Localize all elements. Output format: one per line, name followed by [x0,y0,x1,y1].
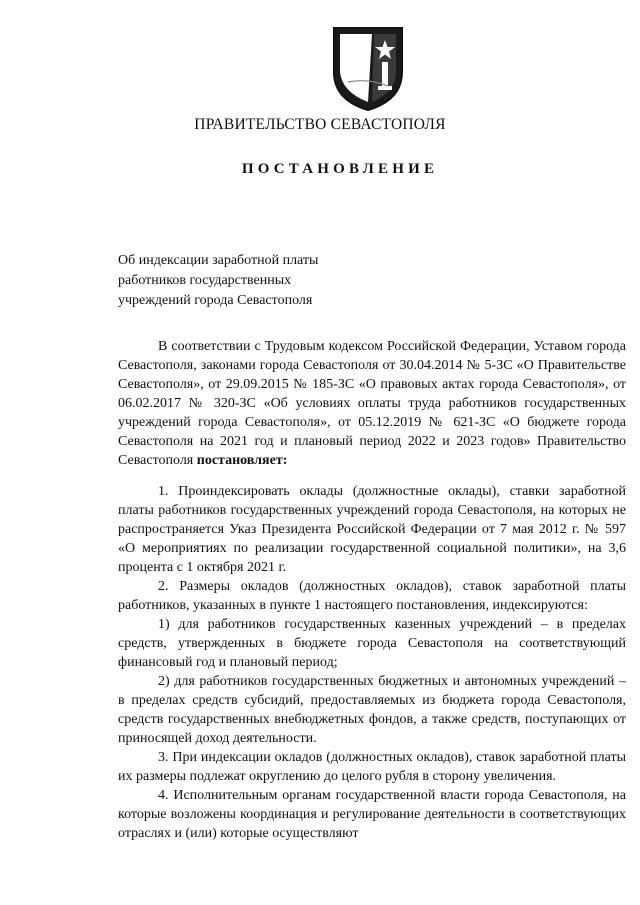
sevastopol-coat-of-arms-icon [328,22,408,112]
paragraph-4: 4. Исполнительным органам государственной власти города Севастополя, на которые возложены координация и регулирование деятельности в соответствующих отраслях и (или) которые осуществляют [118,788,626,841]
document-type-heading: ПОСТАНОВЛЕНИЕ [241,161,439,177]
preamble-paragraph [118,337,626,470]
paragraph-2-subitem-1: 1) для работников государственных казенных учреждений – в пределах средств, утвержденных в бюджете города Севастополя на соответствующий финансовый год и плановый период; [118,617,626,670]
paragraph-1: 1. Проиндексировать оклады (должностные оклады), ставки заработной платы работников государственных учреждений города Севастополя, на которых не распространяется Указ Президента Российской Федерации от 7 мая 2012 г. № 597 «О мероприятиях по реализации государственной социальной политики», на 3,6 процента с 1 октября 2021 г. [118,484,626,575]
preamble-verb: постановляет: [196,453,288,468]
preamble-text: В соответствии с Трудовым кодексом Российской Федерации, Уставом города Севастополя, законами города Севастополя от 30.04.2014 № 5-ЗС «О Правительстве Севастополя», от 29.09.2015 № 185-ЗС «О правовых актах города Севастополя», от 06.02.2017 № 320-ЗС «Об условиях оплаты труда работников государственных учреждений города Севастополя», от 05.12.2019 № 621-ЗС «О бюджете города Севастополя на 2021 год и плановый период 2022 и 2023 годов» Правительство Севастополя [118,339,626,468]
organization-name: ПРАВИТЕЛЬСТВО СЕВАСТОПОЛЯ [194,116,446,133]
paragraph-2: 2. Размеры окладов (должностных окладов), ставок заработной платы работников, указанных в пункте 1 настоящего постановления, индексируются: [118,579,626,613]
subject-line: Об индексации заработной платы [118,253,319,268]
subject-line: учреждений города Севастополя [118,293,313,308]
subject-line: работников государственных [118,273,292,288]
document-body [118,337,626,843]
document-subject [118,251,418,311]
paragraph-3: 3. При индексации окладов (должностных окладов), ставок заработной платы их размеры подлежат округлению до целого рубля в сторону увеличения. [118,750,626,784]
paragraph-2-subitem-2: 2) для работников государственных бюджетных и автономных учреждений – в пределах средств субсидий, предоставляемых из бюджета города Севастополя, средств государственных внебюджетных фондов, а также средств, поступающих от приносящей доход деятельности. [118,674,626,746]
